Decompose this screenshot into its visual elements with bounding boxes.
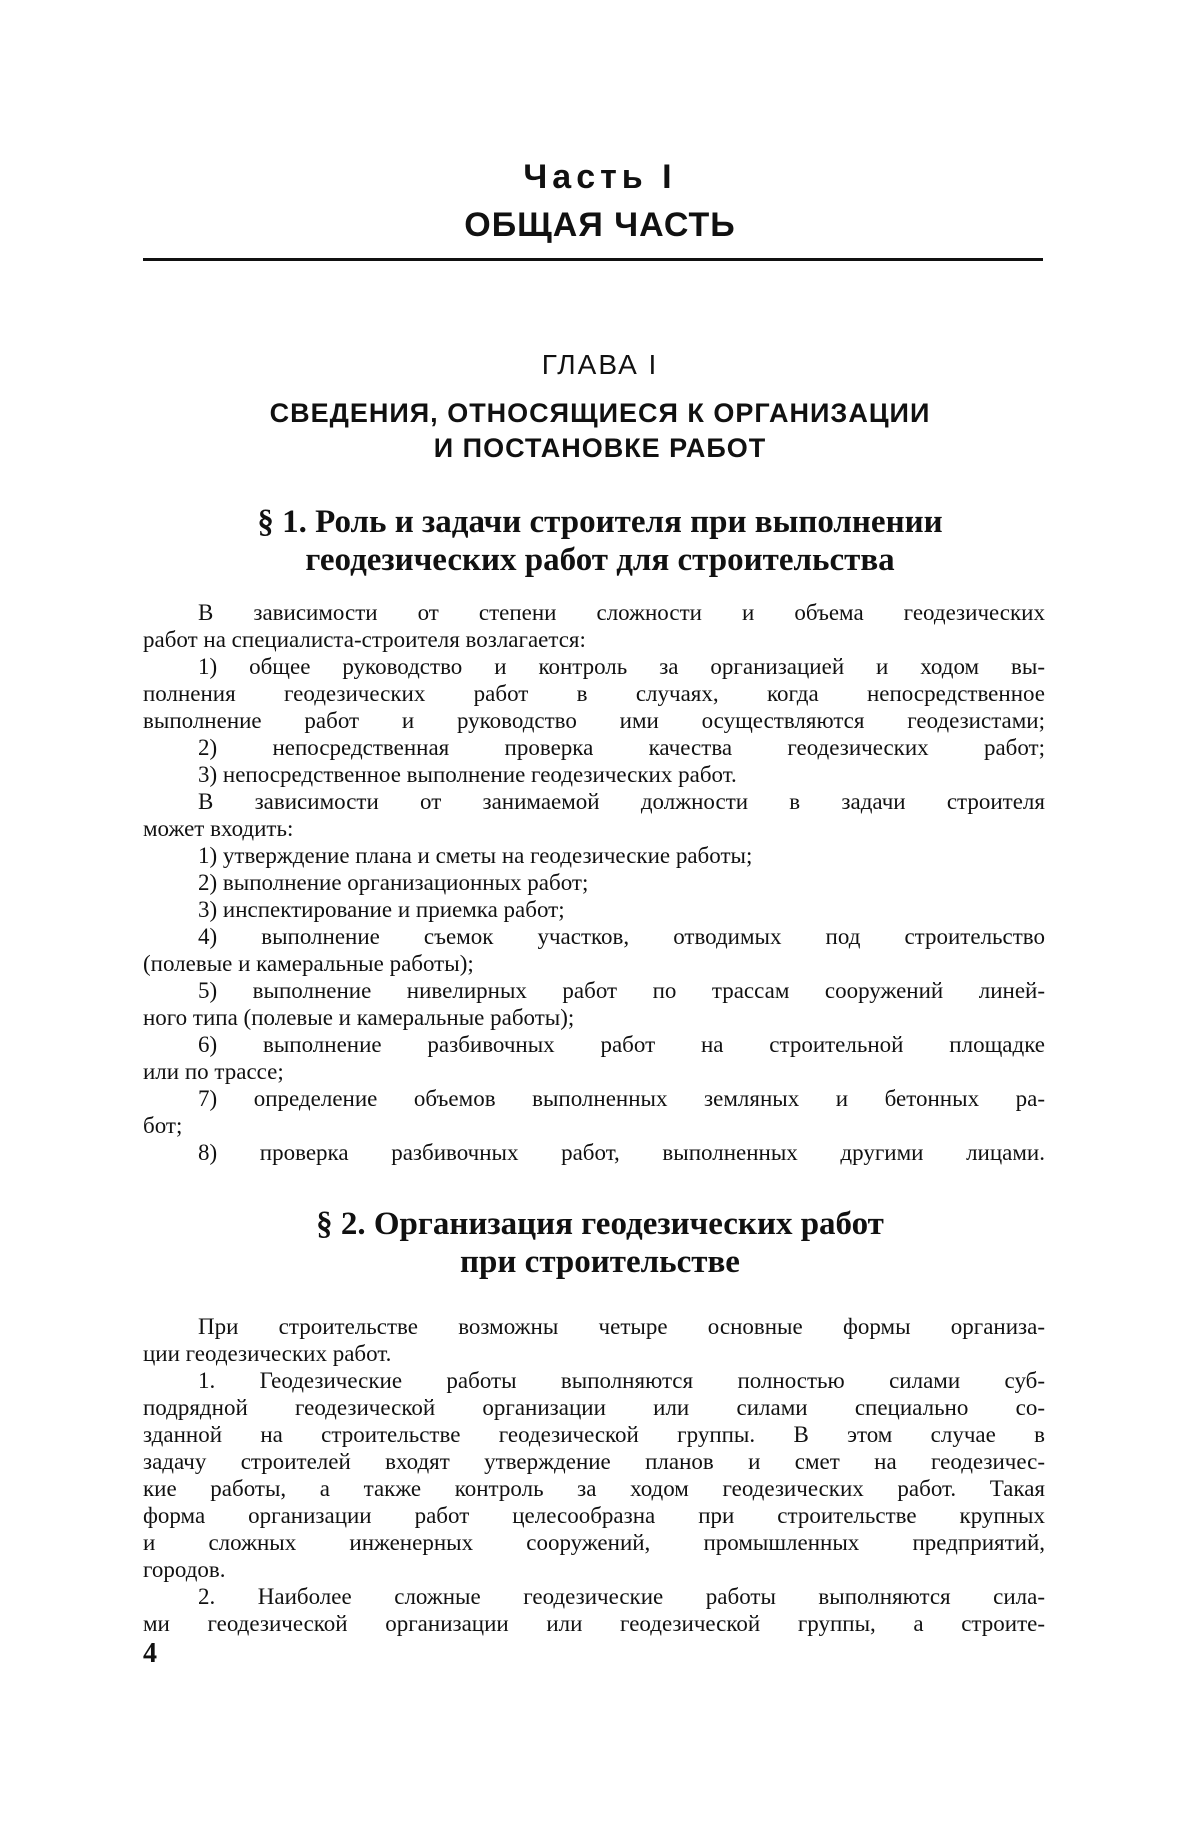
- section-1-body: [143, 599, 1045, 1166]
- text-line: кие работы, а также контроль за ходом геодезических работ. Такая: [143, 1476, 1045, 1501]
- chapter-title-line: И ПОСТАНОВКЕ РАБОТ: [433, 433, 767, 463]
- section-2-body: [143, 1313, 1045, 1637]
- part-title: ОБЩАЯ ЧАСТЬ: [464, 206, 736, 244]
- text-line: 2. Наиболее сложные геодезические работы выполняются сила-: [198, 1584, 1045, 1609]
- chapter-title: [0, 396, 1200, 466]
- text-line: В зависимости от степени сложности и объема геодезических: [198, 600, 1045, 625]
- text-line: может входить:: [143, 816, 294, 841]
- text-line: работ на специалиста-строителя возлагается:: [143, 627, 586, 652]
- text-line: 5) выполнение нивелирных работ по трассам сооружений линей-: [198, 978, 1045, 1003]
- section-title-line: § 2. Организация геодезических работ: [316, 1206, 884, 1242]
- text-line: 8) проверка разбивочных работ, выполненных другими лицами.: [198, 1140, 1045, 1165]
- text-line: 1. Геодезические работы выполняются полностью силами суб-: [198, 1368, 1045, 1393]
- text-line: и сложных инженерных сооружений, промышленных предприятий,: [143, 1530, 1045, 1555]
- text-line: 2) выполнение организационных работ;: [198, 870, 589, 895]
- text-line: городов.: [143, 1557, 226, 1582]
- text-line: ми геодезической организации или геодезической группы, а строите-: [143, 1611, 1045, 1636]
- text-line: или по трассе;: [143, 1059, 284, 1084]
- section-title-line: § 1. Роль и задачи строителя при выполнении: [257, 504, 943, 540]
- text-line: 4) выполнение съемок участков, отводимых под строительство: [198, 924, 1045, 949]
- text-line: зданной на строительстве геодезической группы. В этом случае в: [143, 1422, 1045, 1447]
- section-title-line: геодезических работ для строительства: [305, 542, 895, 578]
- text-line: 1) общее руководство и контроль за организацией и ходом вы-: [198, 654, 1045, 679]
- text-line: выполнение работ и руководство ими осуществляются геодезистами;: [143, 708, 1045, 733]
- text-line: ции геодезических работ.: [143, 1341, 392, 1366]
- part-label: Часть I: [523, 158, 677, 196]
- chapter-title-line: СВЕДЕНИЯ, ОТНОСЯЩИЕСЯ К ОРГАНИЗАЦИИ: [269, 398, 931, 428]
- text-line: 7) определение объемов выполненных земляных и бетонных ра-: [198, 1086, 1045, 1111]
- header-rule: [143, 258, 1043, 261]
- text-line: бот;: [143, 1113, 183, 1138]
- chapter-label: ГЛАВА I: [541, 349, 659, 380]
- text-line: 6) выполнение разбивочных работ на строительной площадке: [198, 1032, 1045, 1057]
- text-line: При строительстве возможны четыре основные формы организа-: [198, 1314, 1045, 1339]
- section-2-title: [0, 1205, 1200, 1281]
- text-line: ного типа (полевые и камеральные работы);: [143, 1005, 575, 1030]
- text-line: (полевые и камеральные работы);: [143, 951, 474, 976]
- text-line: 3) инспектирование и приемка работ;: [198, 897, 565, 922]
- page-number: 4: [143, 1638, 157, 1669]
- text-line: полнения геодезических работ в случаях, когда непосредственное: [143, 681, 1045, 706]
- section-title-line: при строительстве: [460, 1244, 740, 1280]
- section-1-title: [0, 503, 1200, 579]
- text-line: В зависимости от занимаемой должности в задачи строителя: [198, 789, 1045, 814]
- text-line: форма организации работ целесообразна при строительстве крупных: [143, 1503, 1045, 1528]
- text-line: 3) непосредственное выполнение геодезических работ.: [198, 762, 737, 787]
- text-line: подрядной геодезической организации или силами специально со-: [143, 1395, 1045, 1420]
- text-line: 2) непосредственная проверка качества геодезических работ;: [198, 735, 1045, 760]
- text-line: 1) утверждение плана и сметы на геодезические работы;: [198, 843, 753, 868]
- text-line: задачу строителей входят утверждение планов и смет на геодезичес-: [143, 1449, 1045, 1474]
